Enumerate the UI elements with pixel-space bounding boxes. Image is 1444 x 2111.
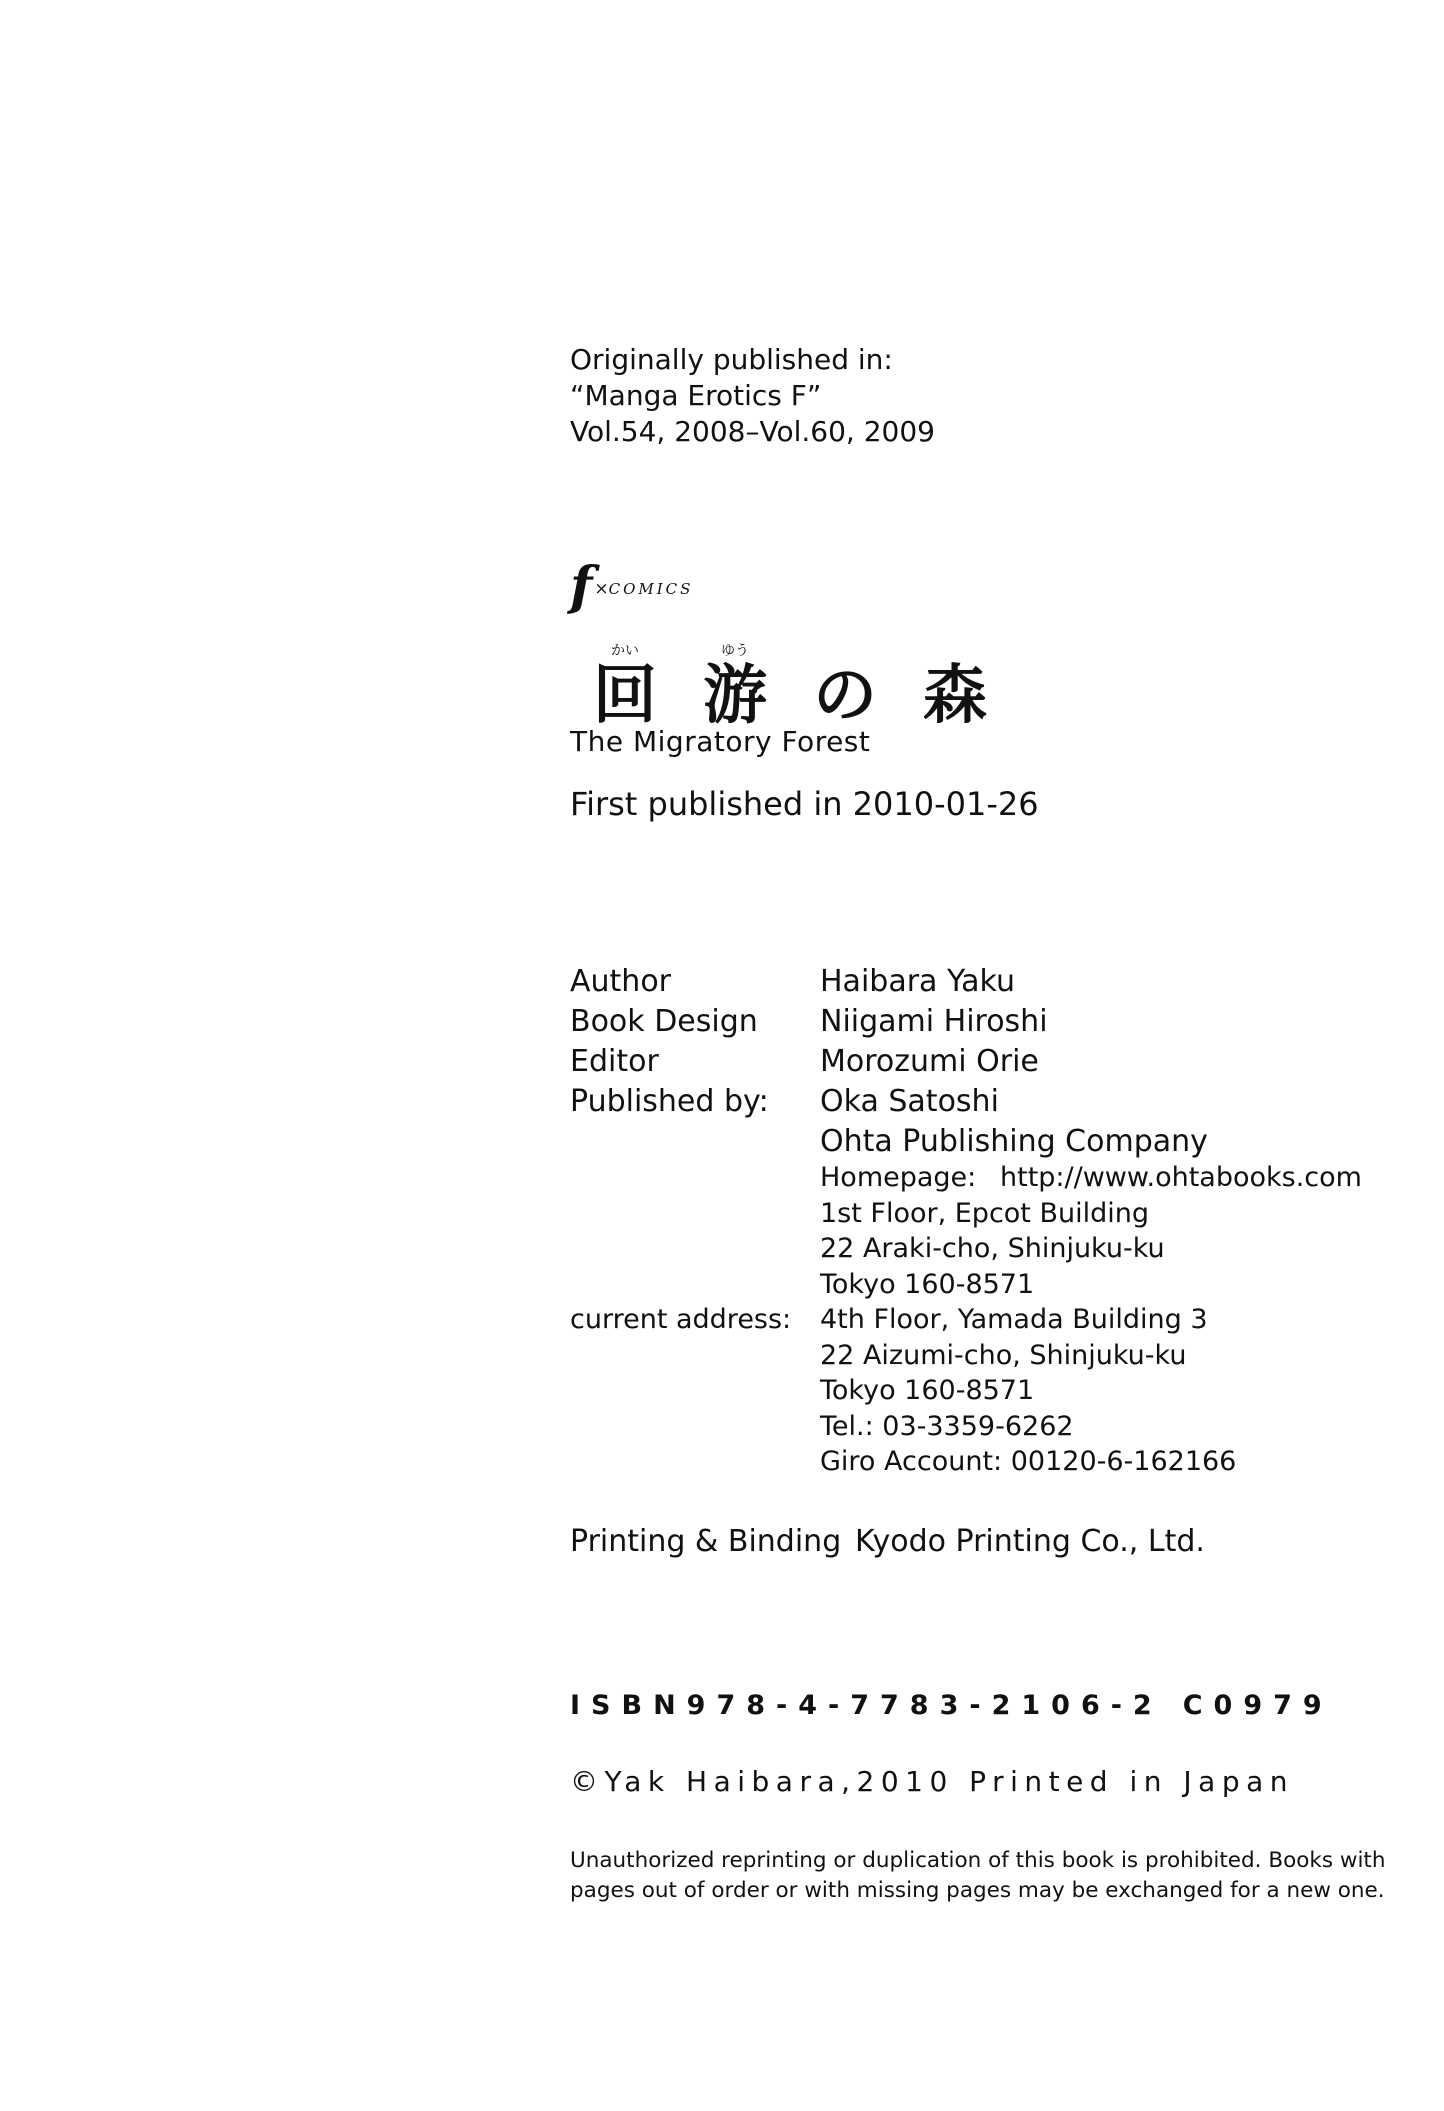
ruby-4 xyxy=(900,640,1010,660)
printing-label: Printing & Binding xyxy=(570,1524,842,1559)
original-publication xyxy=(570,342,935,450)
kanji-1: 回 xyxy=(593,658,657,733)
homepage-row xyxy=(570,1160,1362,1196)
credit-row xyxy=(570,1122,1208,1162)
ruby-1: かい xyxy=(611,643,639,659)
credit-value: Ohta Publishing Company xyxy=(820,1124,1208,1159)
credit-row xyxy=(570,1002,1208,1042)
homepage-link[interactable]: http://www.ohtabooks.com xyxy=(1000,1162,1362,1193)
title-ruby xyxy=(570,640,1010,660)
address-block xyxy=(570,1160,1362,1480)
imprint-f: f xyxy=(570,556,593,617)
reprint-notice: Unauthorized reprinting or duplication of this book is prohibited. Books with pages out of order or with missing pages may be exchanged for a new one. xyxy=(570,1848,1386,1903)
ruby-2: ゆう xyxy=(721,643,749,659)
credit-row xyxy=(570,1082,1208,1122)
phone-line: Tel.: 03-3359-6262 xyxy=(820,1410,1074,1442)
imprint-logo xyxy=(570,556,694,617)
kanji-4: 森 xyxy=(923,658,987,733)
kanji-3: の xyxy=(813,658,877,733)
old-address-line: 1st Floor, Epcot Building xyxy=(820,1197,1150,1229)
ruby-3 xyxy=(790,640,900,660)
isbn-number: ISBN978-4-7783-2106-2 xyxy=(570,1690,1163,1721)
first-published: First published in 2010-01-26 xyxy=(570,785,1039,823)
printing-value: Kyodo Printing Co., Ltd. xyxy=(855,1524,1205,1559)
english-title: The Migratory Forest xyxy=(570,725,871,758)
old-address-line: 22 Araki-cho, Shinjuku-ku xyxy=(820,1233,1165,1264)
current-address-line: current address: 4th Floor, Yamada Building 3 xyxy=(570,1302,1362,1338)
isbn-code: C0979 xyxy=(1182,1690,1333,1721)
homepage-label: Homepage: xyxy=(820,1162,977,1193)
credit-label: Published by: xyxy=(570,1084,769,1119)
credit-value: Oka Satoshi xyxy=(820,1084,999,1119)
copyright-line: ©Yak Haibara,2010 Printed in Japan xyxy=(570,1765,1295,1798)
original-publication-line3: Vol.54, 2008–Vol.60, 2009 xyxy=(570,415,935,448)
original-publication-line1: Originally published in: xyxy=(570,343,893,376)
credit-label: Book Design xyxy=(570,1004,758,1039)
isbn xyxy=(570,1688,1333,1724)
credit-value: Morozumi Orie xyxy=(820,1044,1039,1079)
current-address-label: current address: xyxy=(570,1304,792,1335)
printing-binding xyxy=(570,1522,1205,1562)
title-kanji xyxy=(570,660,1010,732)
credit-label: Editor xyxy=(570,1044,659,1079)
old-address-line: Tokyo 160-8571 xyxy=(820,1268,1035,1300)
kanji-2: 游 xyxy=(703,658,767,733)
credit-value: Niigami Hiroshi xyxy=(820,1004,1048,1039)
credit-row xyxy=(570,1042,1208,1082)
credits-list xyxy=(570,962,1208,1162)
imprint-x: × xyxy=(594,579,609,599)
imprint-comics: COMICS xyxy=(608,580,694,598)
current-address-line: Tokyo 160-8571 xyxy=(820,1375,1035,1406)
credit-label xyxy=(570,1122,820,1162)
credit-label: Author xyxy=(570,964,672,999)
giro-account-line: Giro Account: 00120-6-162166 xyxy=(820,1446,1237,1477)
book-title xyxy=(570,640,1010,732)
credit-row xyxy=(570,962,1208,1002)
credit-value: Haibara Yaku xyxy=(820,964,1015,999)
current-address-line: 22 Aizumi-cho, Shinjuku-ku xyxy=(820,1339,1187,1371)
original-publication-line2: “Manga Erotics F” xyxy=(570,379,822,412)
